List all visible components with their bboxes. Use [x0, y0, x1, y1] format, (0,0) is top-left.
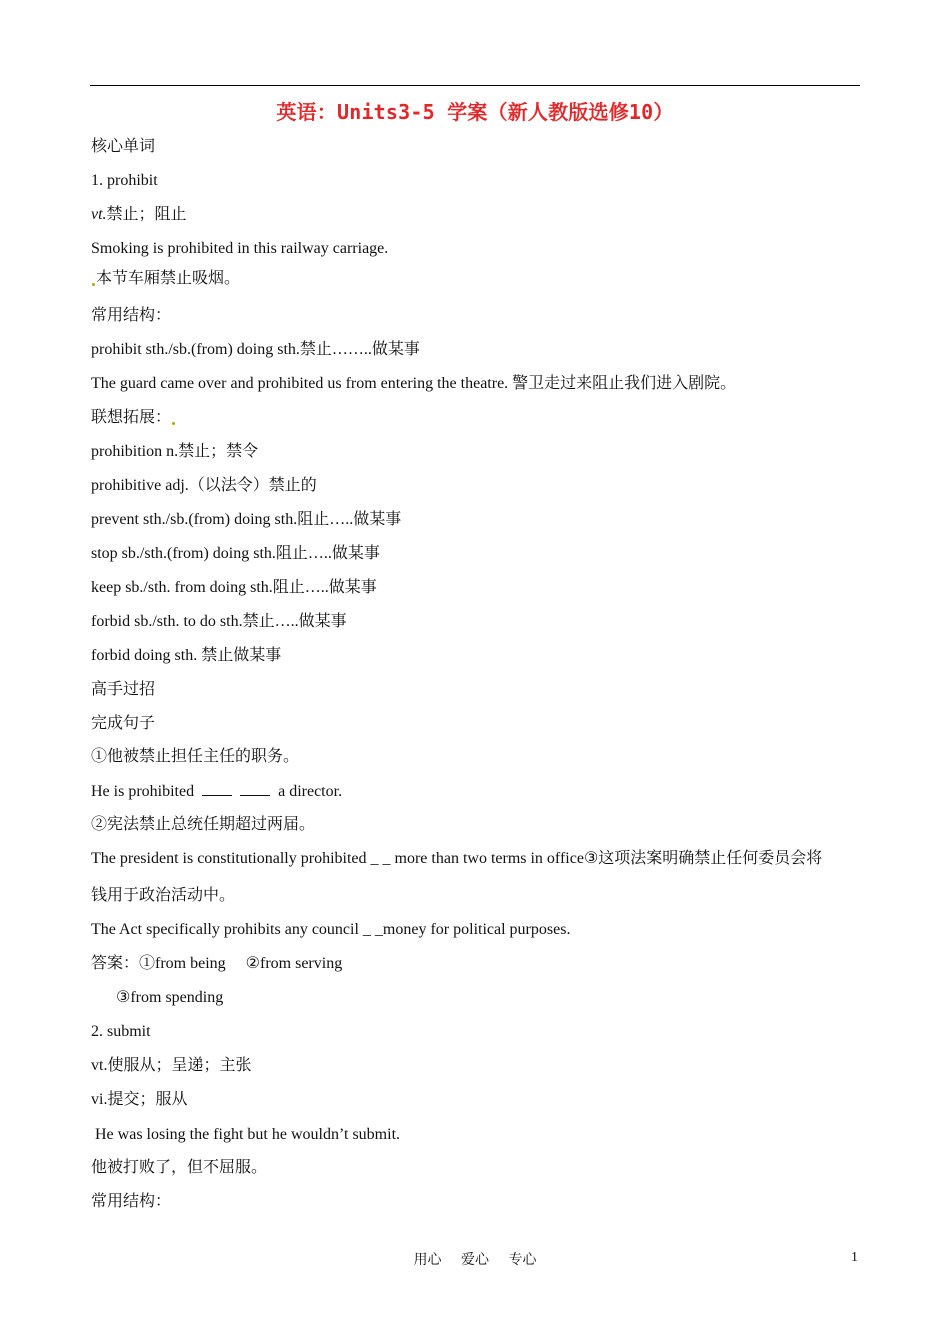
answer-blank: _ _ — [370, 850, 391, 867]
exercise-text: He is prohibited — [91, 783, 195, 800]
marker-dot — [92, 283, 95, 286]
extension-item: keep sb./sth. from doing sth.阻止…..做某事 — [91, 579, 377, 596]
answer-text: ②from serving — [245, 955, 343, 972]
example-sentence: The guard came over and prohibited us from entering the theatre. 警卫走过来阻止我们进入剧院。 — [91, 375, 737, 392]
structure-line: prohibit sth./sb.(from) doing sth.禁止……..做某事 — [91, 341, 420, 358]
exercise-text: a director. — [278, 783, 343, 800]
example-translation-text: 本节车厢禁止吸烟。 — [96, 270, 241, 287]
exercise-text: The president is constitutionally prohibited — [91, 850, 367, 867]
section-heading-core-words: 核心单词 — [91, 138, 156, 155]
page-number: 1 — [851, 1250, 858, 1265]
exercise-prompt-continued: 钱用于政治活动中。 — [91, 887, 236, 904]
extension-item: prevent sth./sb.(from) doing sth.阻止…..做某事 — [91, 511, 402, 528]
exercise-sentence — [91, 781, 342, 802]
exercise-text: more than two terms in office③这项法案明确禁止任何委员会将 — [394, 850, 823, 867]
definition-line: vi.提交；服从 — [91, 1091, 188, 1108]
part-of-speech: vt. — [91, 206, 107, 223]
section-heading-complete-sentences: 完成句子 — [91, 715, 156, 732]
word-entry-submit: 2. submit — [91, 1023, 151, 1040]
section-heading-practice: 高手过招 — [91, 681, 156, 698]
exercise-text: money for political purposes. — [382, 921, 571, 938]
answer-blank: _ _ — [362, 921, 383, 938]
exercise-sentence — [91, 920, 570, 940]
example-translation — [91, 269, 240, 289]
exercise-prompt: ①他被禁止担任主任的职务。 — [91, 748, 300, 765]
answer-blank — [202, 781, 232, 796]
definition-line: vt.使服从；呈递；主张 — [91, 1057, 252, 1074]
word-entry-prohibit: 1. prohibit — [91, 172, 158, 189]
extension-item: stop sb./sth.(from) doing sth.阻止…..做某事 — [91, 545, 380, 562]
answer-blank — [240, 781, 270, 796]
example-sentence: He was losing the fight but he wouldn’t submit. — [95, 1126, 401, 1143]
exercise-prompt: ②宪法禁止总统任期超过两届。 — [91, 816, 316, 833]
extension-item: forbid sb./sth. to do sth.禁止…..做某事 — [91, 613, 347, 630]
answer-line — [91, 954, 342, 974]
section-heading-extension — [91, 408, 176, 428]
footer-item: 专心 — [508, 1253, 537, 1268]
section-heading-structure: 常用结构： — [91, 307, 172, 324]
marker-dot — [172, 422, 175, 425]
answer-line: ③from spending — [116, 989, 224, 1006]
section-heading-extension-text: 联想拓展： — [91, 409, 172, 426]
definition-line — [91, 205, 187, 225]
extension-item: forbid doing sth. 禁止做某事 — [91, 647, 282, 664]
example-translation: 他被打败了，但不屈服。 — [91, 1159, 268, 1176]
page-footer — [0, 1249, 950, 1269]
exercise-text: The Act specifically prohibits any council — [91, 921, 359, 938]
answer-text: 答案：①from being — [91, 955, 226, 972]
extension-item: prohibitive adj.（以法令）禁止的 — [91, 477, 317, 494]
footer-item: 用心 — [413, 1253, 442, 1268]
footer-item: 爱心 — [461, 1253, 489, 1268]
definition-text: 禁止；阻止 — [106, 206, 187, 223]
section-heading-structure: 常用结构： — [91, 1193, 172, 1210]
document-title: 英语：Units3-5 学案（新人教版选修10） — [276, 100, 674, 124]
extension-item: prohibition n.禁止；禁令 — [91, 443, 259, 460]
example-sentence: Smoking is prohibited in this railway carriage. — [91, 240, 389, 257]
exercise-sentence — [91, 849, 822, 869]
header-rule — [90, 85, 860, 86]
